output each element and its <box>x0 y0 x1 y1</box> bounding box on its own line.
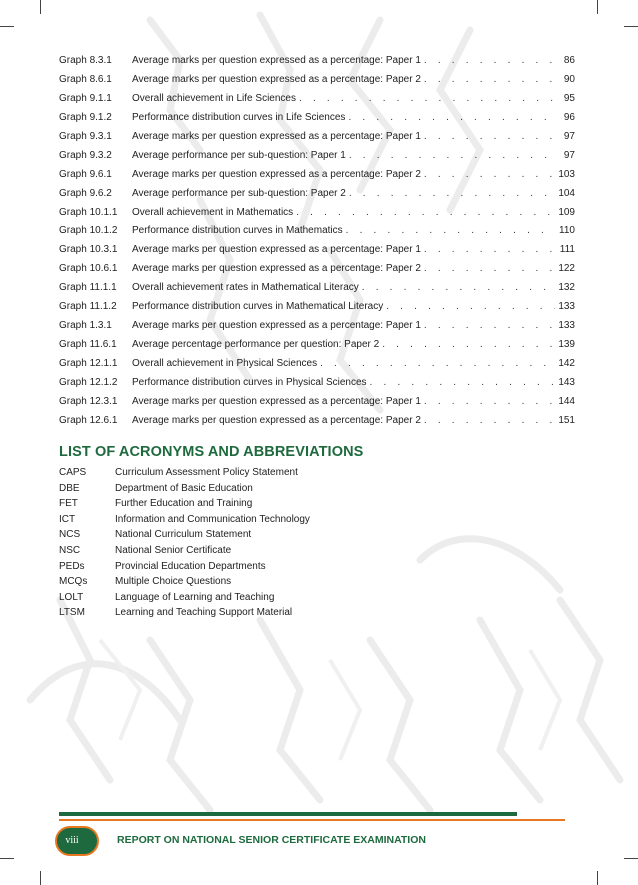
acronym-abbr: PEDs <box>59 560 85 572</box>
graph-number: Graph 9.6.1 <box>59 168 112 180</box>
acronym-row <box>59 574 579 590</box>
section-heading: LIST OF ACRONYMS AND ABBREVIATIONS <box>59 444 364 460</box>
acronym-meaning: Provincial Education Departments <box>115 560 266 572</box>
graph-title: Average performance per sub-question: Paper 2 <box>132 187 346 199</box>
toc-row[interactable] <box>59 374 579 393</box>
dot-leader <box>424 260 555 279</box>
page-number: 95 <box>563 92 575 104</box>
graph-title: Overall achievement in Life Sciences <box>132 92 296 104</box>
toc-row[interactable] <box>59 317 579 336</box>
graph-number: Graph 8.6.1 <box>59 73 112 85</box>
page-number: 110 <box>559 225 575 237</box>
acronym-abbr: LTSM <box>59 607 85 619</box>
graph-number: Graph 10.1.1 <box>59 206 118 218</box>
toc-row[interactable] <box>59 393 579 412</box>
acronym-abbr: FET <box>59 498 78 510</box>
toc-row[interactable] <box>59 71 579 90</box>
graph-title: Overall achievement in Mathematics <box>132 206 294 218</box>
page-number: 142 <box>558 358 575 369</box>
dot-leader <box>348 109 555 128</box>
dot-leader <box>424 128 555 147</box>
toc-row[interactable] <box>59 222 579 241</box>
dot-leader <box>362 279 555 298</box>
graph-title: Average marks per question expressed as a percentage: Paper 2 <box>132 414 421 426</box>
graph-number: Graph 12.1.1 <box>59 358 118 369</box>
acronym-row <box>59 590 579 606</box>
acronym-abbr: MCQs <box>59 576 88 588</box>
acronym-row <box>59 543 579 559</box>
page-number: 103 <box>558 168 575 180</box>
graph-title: Performance distribution curves in Mathematics <box>132 225 343 237</box>
acronym-abbr: NSC <box>59 544 81 556</box>
graph-number: Graph 1.3.1 <box>59 320 112 332</box>
graph-number: Graph 10.3.1 <box>59 244 118 256</box>
dot-leader <box>296 204 555 223</box>
toc-row[interactable] <box>59 109 579 128</box>
acronym-meaning: Information and Communication Technology <box>115 513 310 525</box>
acronym-meaning: Department of Basic Education <box>115 482 253 494</box>
graph-number: Graph 10.6.1 <box>59 263 118 275</box>
graph-number: Graph 11.6.1 <box>59 339 117 351</box>
toc-row[interactable] <box>59 166 579 185</box>
acronym-meaning: National Curriculum Statement <box>115 529 252 541</box>
page-number: 111 <box>559 244 575 256</box>
acronym-row <box>59 496 579 512</box>
page-number: 109 <box>558 206 575 218</box>
page-number-badge <box>55 826 99 856</box>
dot-leader <box>346 222 555 241</box>
acronym-meaning: National Senior Certificate <box>115 544 232 556</box>
acronym-list <box>59 465 579 621</box>
graph-title: Overall achievement in Physical Sciences <box>132 358 318 369</box>
dot-leader <box>349 147 555 166</box>
page-number: 133 <box>558 301 575 313</box>
acronym-row <box>59 481 579 497</box>
acronym-row <box>59 605 579 621</box>
graph-title: Average performance per sub-question: Paper 1 <box>132 149 346 161</box>
page-number: 97 <box>563 130 575 142</box>
graph-number: Graph 12.3.1 <box>59 395 118 407</box>
page-number: 143 <box>558 376 575 388</box>
dot-leader <box>424 393 555 412</box>
graph-number: Graph 9.6.2 <box>59 187 112 199</box>
footer-rule-orange <box>59 819 565 821</box>
graph-title: Performance distribution curves in Mathematical Literacy <box>132 301 384 313</box>
dot-leader <box>299 90 555 109</box>
graph-number: Graph 9.1.1 <box>59 92 112 104</box>
graph-title: Average marks per question expressed as a percentage: Paper 1 <box>132 395 421 407</box>
acronym-meaning: Language of Learning and Teaching <box>115 591 275 603</box>
dot-leader <box>382 336 555 355</box>
dot-leader <box>320 355 555 374</box>
page-number: 151 <box>558 414 575 426</box>
acronym-meaning: Learning and Teaching Support Material <box>115 607 293 619</box>
page-number: 90 <box>563 73 575 85</box>
graph-title: Performance distribution curves in Life Sciences <box>132 111 346 123</box>
list-of-graphs <box>59 52 579 431</box>
dot-leader <box>424 241 555 260</box>
footer-page-number: viii <box>65 835 79 846</box>
graph-number: Graph 12.6.1 <box>59 414 118 426</box>
toc-row[interactable] <box>59 355 579 374</box>
acronym-abbr: ICT <box>59 513 76 525</box>
graph-title: Average marks per question expressed as a percentage: Paper 1 <box>132 320 421 332</box>
footer-title: REPORT ON NATIONAL SENIOR CERTIFICATE EXAMINATION <box>117 834 426 846</box>
toc-row[interactable] <box>59 52 579 71</box>
graph-number: Graph 11.1.2 <box>59 301 117 313</box>
dot-leader <box>386 298 555 317</box>
dot-leader <box>424 52 555 71</box>
page-number: 104 <box>558 187 575 199</box>
dot-leader <box>424 317 555 336</box>
page-number: 132 <box>558 282 575 294</box>
dot-leader <box>424 412 555 431</box>
graph-number: Graph 9.1.2 <box>59 111 112 123</box>
graph-title: Overall achievement rates in Mathematical Literacy <box>132 282 359 294</box>
acronym-row <box>59 527 579 543</box>
graph-number: Graph 12.1.2 <box>59 376 118 388</box>
acronym-row <box>59 465 579 481</box>
toc-row[interactable] <box>59 260 579 279</box>
toc-row[interactable] <box>59 412 579 431</box>
page-number: 144 <box>558 395 575 407</box>
graph-number: Graph 8.3.1 <box>59 55 112 66</box>
page-number: 133 <box>558 320 575 332</box>
acronym-meaning: Further Education and Training <box>115 498 253 510</box>
graph-title: Average marks per question expressed as a percentage: Paper 2 <box>132 73 421 85</box>
graph-number: Graph 11.1.1 <box>59 282 117 294</box>
graph-title: Average marks per question expressed as a percentage: Paper 2 <box>132 168 421 180</box>
acronym-abbr: NCS <box>59 529 81 541</box>
acronym-abbr: CAPS <box>59 467 87 478</box>
toc-row[interactable] <box>59 185 579 204</box>
page-number: 122 <box>558 263 575 275</box>
acronym-meaning: Curriculum Assessment Policy Statement <box>115 467 298 478</box>
page-number: 139 <box>558 339 575 351</box>
graph-title: Average marks per question expressed as a percentage: Paper 1 <box>132 55 421 66</box>
acronym-abbr: DBE <box>59 482 80 494</box>
graph-title: Average percentage performance per question: Paper 2 <box>132 339 380 351</box>
acronym-meaning: Multiple Choice Questions <box>115 576 232 588</box>
graph-title: Average marks per question expressed as a percentage: Paper 1 <box>132 130 421 142</box>
acronym-row <box>59 559 579 575</box>
dot-leader <box>424 166 555 185</box>
toc-row[interactable] <box>59 336 579 355</box>
dot-leader <box>349 185 555 204</box>
graph-title: Average marks per question expressed as a percentage: Paper 1 <box>132 244 421 256</box>
page-number: 97 <box>563 149 575 161</box>
toc-row[interactable] <box>59 279 579 298</box>
toc-row[interactable] <box>59 147 579 166</box>
toc-row[interactable] <box>59 204 579 223</box>
dot-leader <box>424 71 555 90</box>
acronym-abbr: LOLT <box>59 591 84 603</box>
graph-title: Performance distribution curves in Physical Sciences <box>132 376 367 388</box>
toc-row[interactable] <box>59 241 579 260</box>
graph-title: Average marks per question expressed as a percentage: Paper 2 <box>132 263 421 275</box>
graph-number: Graph 9.3.2 <box>59 149 112 161</box>
page-number: 96 <box>563 111 575 123</box>
footer-rule-green <box>59 812 517 816</box>
toc-row[interactable] <box>59 128 579 147</box>
page-number: 86 <box>563 55 575 66</box>
acronym-row <box>59 512 579 528</box>
toc-row[interactable] <box>59 298 579 317</box>
toc-row[interactable] <box>59 90 579 109</box>
dot-leader <box>370 374 555 393</box>
graph-number: Graph 9.3.1 <box>59 130 112 142</box>
graph-number: Graph 10.1.2 <box>59 225 118 237</box>
